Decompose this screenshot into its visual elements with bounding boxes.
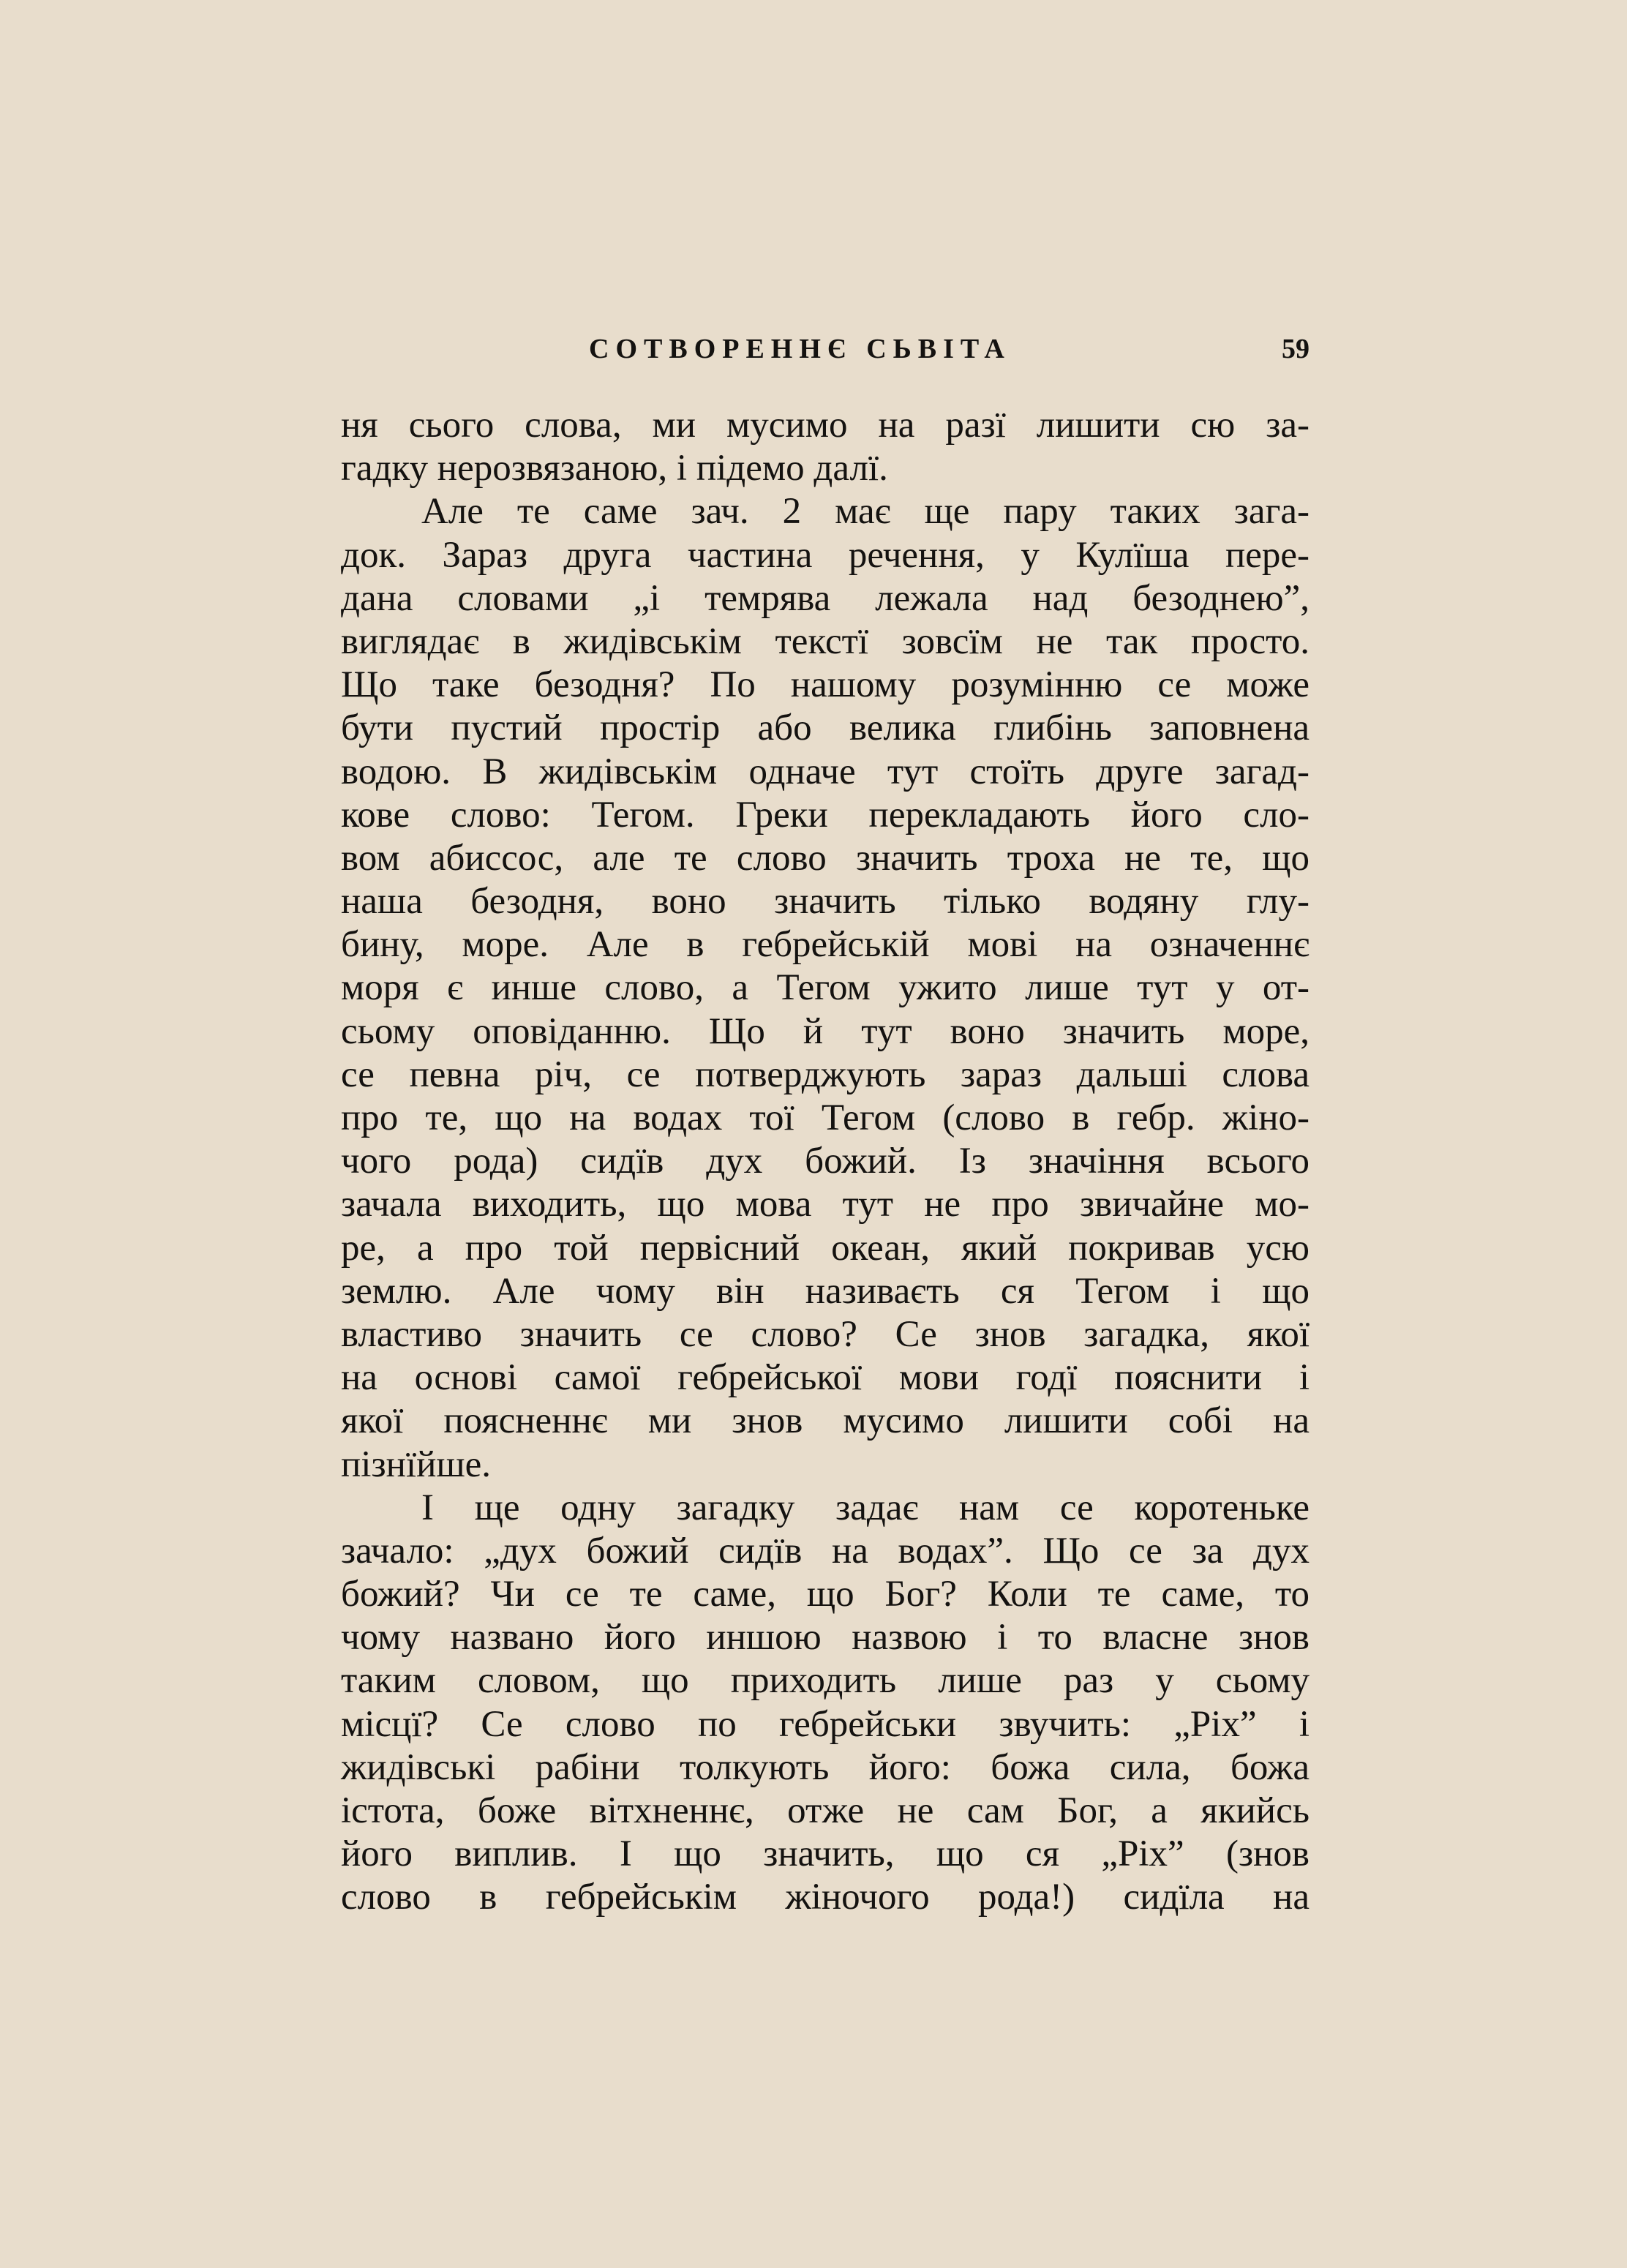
text-line: таким словом, що приходить лише раз у сьому bbox=[341, 1660, 1310, 1702]
text-line: пізнїйше. bbox=[341, 1443, 492, 1485]
text-line: місцї? Се слово по гебрейськи звучить: „Ріх” і bbox=[341, 1703, 1310, 1745]
text-line: се певна річ, се потверджують зараз дальші слова bbox=[341, 1054, 1310, 1095]
text-line: Що таке безодня? По нашому розумінню се може bbox=[341, 664, 1310, 706]
text-line: слово в гебрейськім жіночого рода!) сидїла на bbox=[341, 1877, 1310, 1918]
text-line: якої поясненнє ми знов мусимо лишити собі на bbox=[341, 1400, 1310, 1442]
text-line: сьому оповіданню. Що й тут воно значить море, bbox=[341, 1010, 1310, 1052]
text-line: наша безодня, воно значить тілько водяну глу- bbox=[341, 881, 1310, 923]
text-line: його виплив. І що значить, що ся „Ріх” (знов bbox=[341, 1833, 1310, 1875]
text-line: істота, боже вітхненнє, отже не сам Бог, а якийсь bbox=[341, 1790, 1310, 1831]
text-line: зачала виходить, що мова тут не про звичайне мо- bbox=[341, 1184, 1310, 1225]
text-line: дана словами „і темрява лежала над безоднею”, bbox=[341, 577, 1310, 619]
text-line: божий? Чи се те саме, що Бог? Коли те саме, то bbox=[341, 1574, 1310, 1615]
body-text bbox=[341, 404, 1310, 1920]
text-line: на основі самої гебрейської мови годї пояснити і bbox=[341, 1357, 1310, 1399]
text-line: І ще одну загадку задає нам се коротеньке bbox=[421, 1487, 1310, 1528]
text-line: водою. В жидівськім одначе тут стоїть друге загад- bbox=[341, 751, 1310, 792]
page-number: 59 bbox=[1282, 334, 1310, 364]
text-line: чому названо його иншою назвою і то власне знов bbox=[341, 1617, 1310, 1659]
text-line: моря є инше слово, а Тегом ужито лише тут у от- bbox=[341, 967, 1310, 1009]
text-line: Але те саме зач. 2 має ще пару таких зага- bbox=[421, 491, 1310, 533]
text-line: зачало: „дух божий сидїв на водах”. Що се за дух bbox=[341, 1530, 1310, 1572]
text-line: вом абиссос, але те слово значить троха не те, що bbox=[341, 837, 1310, 879]
text-line: бути пустий простір або велика глибінь заповнена bbox=[341, 707, 1310, 749]
text-line: ня сього слова, ми мусимо на разї лишити сю за- bbox=[341, 405, 1310, 446]
text-line: док. Зараз друга частина речення, у Кулїша пере- bbox=[341, 534, 1310, 576]
text-line: чого рода) сидїв дух божий. Із значіння всього bbox=[341, 1141, 1310, 1182]
text-line: виглядає в жидівськім текстї зовсїм не так просто. bbox=[341, 620, 1310, 662]
text-line: гадку нерозвязаною, і підемо далї. bbox=[341, 448, 888, 489]
text-line: кове слово: Тегом. Греки перекладають його сло- bbox=[341, 794, 1310, 836]
running-head bbox=[344, 333, 1310, 369]
text-line: про те, що на водах тої Тегом (слово в гебр. жіно- bbox=[341, 1097, 1310, 1138]
running-title: СОТВОРЕННЄ СЬВІТА bbox=[589, 334, 1011, 364]
text-line: властиво значить се слово? Се знов загадка, якої bbox=[341, 1313, 1310, 1355]
text-line: жидівські рабіни толкують його: божа сила, божа bbox=[341, 1746, 1310, 1788]
text-line: землю. Але чому він називаєть ся Тегом і що bbox=[341, 1270, 1310, 1312]
text-line: бину, море. Але в гебрейській мові на означеннє bbox=[341, 924, 1310, 966]
text-line: ре, а про той первісний океан, який покривав усю bbox=[341, 1227, 1310, 1269]
